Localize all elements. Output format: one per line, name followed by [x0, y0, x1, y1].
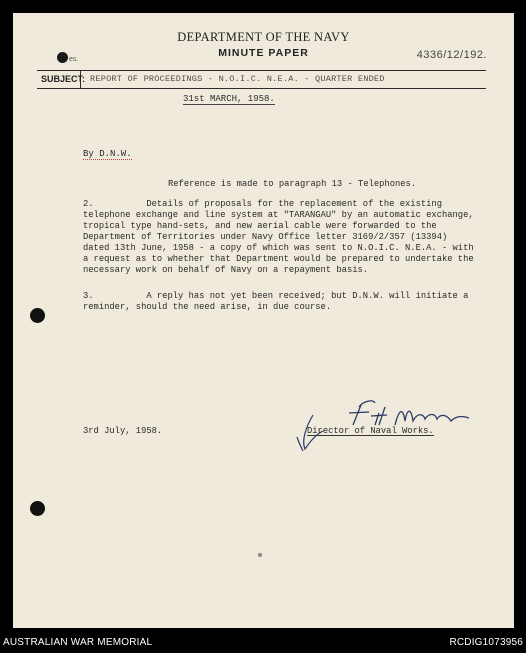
form-title: MINUTE PAPER: [218, 47, 309, 59]
punch-hole-bottom: [30, 501, 45, 516]
paragraph-2: 2. Details of proposals for the replacement of the existing telephone exchange and line system at "TARANGAU" by an automatic exchange, tropical type hand-sets, and new aerial cable were forwarded to the Department of Territories under Navy Office letter 3169/2/357 (13394) dated 13th June, 1958 - a copy of which was sent to N.O.I.C. N.E.A. - with a request as to whether that Department would be prepared to undertake the necessary work on behalf of Navy on a repayment basis.: [83, 199, 479, 275]
addressee: [83, 149, 132, 159]
paragraph-3: 3. A reply has not yet been received; but D.N.W. will initiate a reminder, should the need arise, in due course.: [83, 291, 474, 312]
addressee-text: By D.N.W.: [83, 149, 132, 159]
department-heading: DEPARTMENT OF THE NAVY: [177, 30, 350, 44]
reference-line: Reference is made to paragraph 13 - Telephones.: [168, 179, 417, 189]
minute-paper-document: [13, 13, 514, 628]
ink-blot: [57, 52, 68, 63]
subject-label: SUBJECT:: [41, 74, 86, 84]
footer-id: RCDIG1073956: [449, 637, 523, 648]
subject-rule-top: [37, 70, 486, 71]
punch-hole-top: [30, 308, 45, 323]
file-number: 4336/12/192.: [416, 49, 487, 61]
subject-text: REPORT OF PROCEEDINGS - N.O.I.C. N.E.A. - QUARTER ENDED: [90, 74, 385, 84]
letter-date: 3rd July, 1958.: [83, 426, 163, 436]
blot-suffix: es.: [69, 56, 79, 63]
footer-source: AUSTRALIAN WAR MEMORIAL: [3, 637, 153, 648]
subject-rule-bottom: [37, 88, 486, 89]
handwritten-signature: [283, 385, 473, 455]
signer-title: Director of Naval Works.: [307, 426, 434, 436]
subject-continuation: 31st MARCH, 1958.: [183, 94, 275, 104]
paper-speck: [258, 553, 262, 557]
